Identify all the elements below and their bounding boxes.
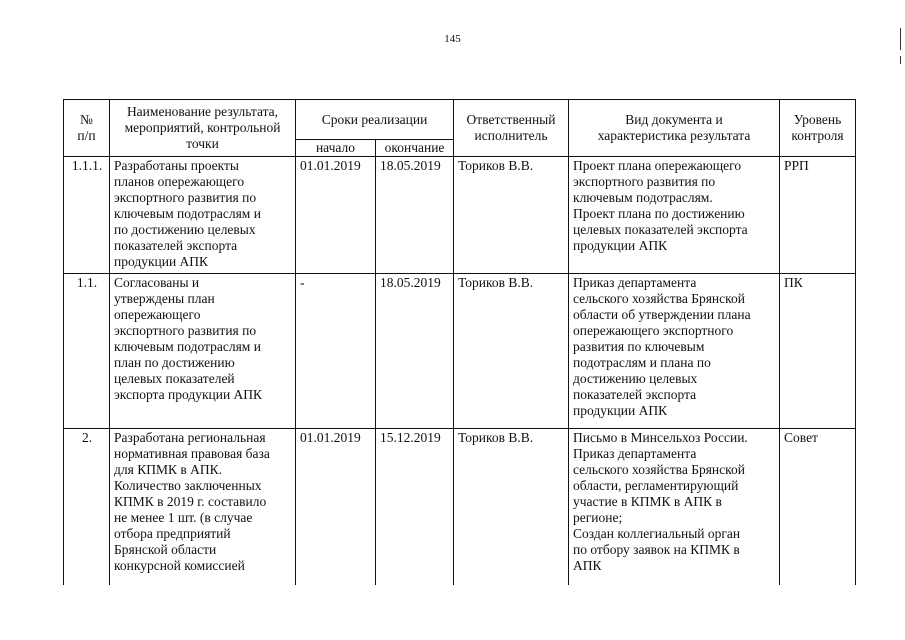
table-row [64, 429, 856, 585]
scan-edge-mark [900, 28, 901, 50]
row-control-level: РРП [780, 157, 856, 274]
row-document: Письмо в Минсельхоз России. Приказ департамента сельского хозяйства Брянской области, регламентирующий участие в КПМК в АПК в регионе; Создан коллегиальный орган по отбору заявок на КПМК в АПК [569, 429, 780, 585]
row-control-level: ПК [780, 274, 856, 429]
implementation-plan-table [63, 99, 856, 585]
row-result-name: Разработаны проекты планов опережающего экспортного развития по ключевым подотраслям и по достижению целевых показателей экспорта продукции АПК [110, 157, 296, 274]
row-start-date: 01.01.2019 [296, 429, 376, 585]
table-header-row [64, 100, 856, 140]
table-row [64, 274, 856, 429]
row-responsible: Ториков В.В. [454, 274, 569, 429]
row-start-date: 01.01.2019 [296, 157, 376, 274]
header-responsible: Ответственный исполнитель [454, 100, 569, 157]
page-number: 145 [444, 33, 461, 45]
row-end-date: 18.05.2019 [376, 157, 454, 274]
row-end-date: 18.05.2019 [376, 274, 454, 429]
row-result-name: Согласованы и утверждены план опережающего экспортного развития по ключевым подотраслям и план по достижению целевых показателей экспорта продукции АПК [110, 274, 296, 429]
row-result-name: Разработана региональная нормативная правовая база для КПМК в АПК. Количество заключенных КПМК в 2019 г. составило не менее 1 шт. (в случае отбора предприятий Брянской области конкурсной комиссией [110, 429, 296, 585]
header-num: № п/п [64, 100, 110, 157]
header-control-level: Уровень контроля [780, 100, 856, 157]
header-period-start: начало [296, 140, 376, 157]
table-row [64, 157, 856, 274]
header-document: Вид документа и характеристика результата [569, 100, 780, 157]
row-number: 1.1. [64, 274, 110, 429]
row-responsible: Ториков В.В. [454, 157, 569, 274]
row-start-date: - [296, 274, 376, 429]
row-document: Приказ департамента сельского хозяйства Брянской области об утверждении плана опережающего экспортного развития по ключевым подотраслям и плана по достижению целевых показателей экспорта продукции АПК [569, 274, 780, 429]
row-control-level: Совет [780, 429, 856, 585]
header-period-end: окончание [376, 140, 454, 157]
scan-edge-mark [900, 56, 901, 64]
row-document: Проект плана опережающего экспортного развития по ключевым подотраслям. Проект плана по достижению целевых показателей экспорта продукции АПК [569, 157, 780, 274]
header-name: Наименование результата, мероприятий, контрольной точки [110, 100, 296, 157]
row-responsible: Ториков В.В. [454, 429, 569, 585]
row-number: 2. [64, 429, 110, 585]
row-end-date: 15.12.2019 [376, 429, 454, 585]
row-number: 1.1.1. [64, 157, 110, 274]
header-period: Сроки реализации [296, 100, 454, 140]
